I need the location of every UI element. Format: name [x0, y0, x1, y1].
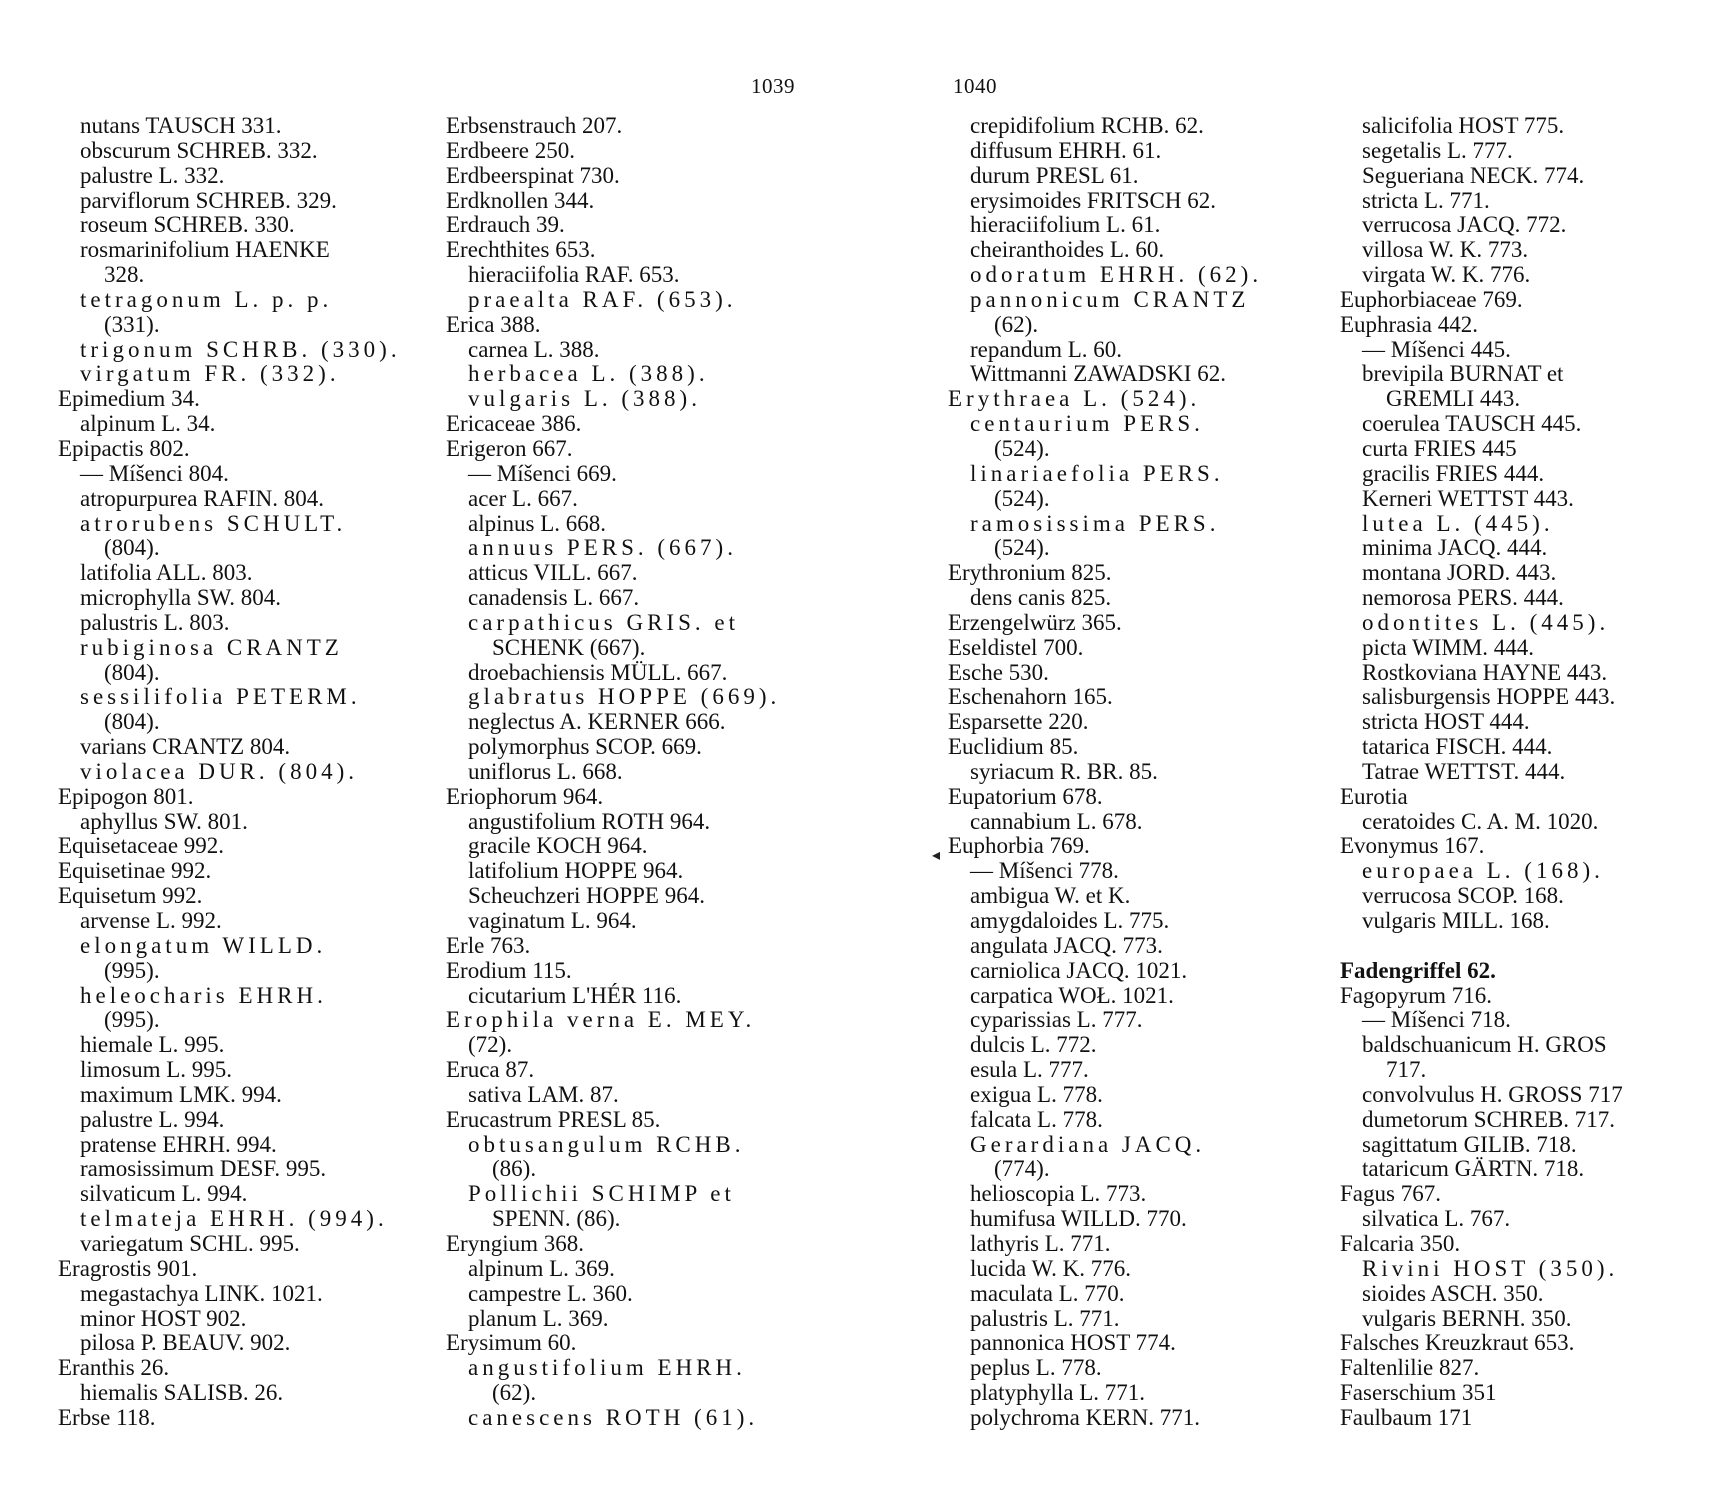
index-entry: dens canis 825.: [970, 585, 1112, 611]
index-entry: GREMLI 443.: [1386, 386, 1521, 412]
index-entry: SCHENK (667).: [492, 634, 646, 660]
index-entry: Erle 763.: [446, 932, 531, 958]
index-entry: Erigeron 667.: [446, 435, 573, 461]
index-entry: atticus VILL. 667.: [468, 560, 638, 586]
index-entry: Eragrostis 901.: [58, 1255, 198, 1281]
index-entry: aphyllus SW. 801.: [80, 808, 248, 834]
index-entry: hiemalis SALISB. 26.: [80, 1380, 284, 1406]
index-entry: dulcis L. 772.: [970, 1032, 1097, 1058]
index-entry: [1340, 934, 1623, 959]
index-entry: (72).: [468, 1032, 513, 1058]
index-entry: salisburgensis HOPPE 443.: [1362, 684, 1616, 710]
index-entry: Euphorbia 769.: [948, 833, 1090, 859]
index-entry: palustris L. 803.: [80, 609, 230, 635]
index-entry: (62).: [994, 311, 1039, 337]
index-entry: lathyris L. 771.: [970, 1230, 1111, 1256]
index-entry: vaginatum L. 964.: [468, 908, 637, 933]
index-entry: Euphorbiaceae 769.: [1340, 286, 1523, 312]
index-entry: heleocharis EHRH.: [80, 982, 327, 1008]
index-entry: Epipactis 802.: [58, 435, 190, 461]
index-entry: Esche 530.: [948, 659, 1049, 685]
index-entry: variegatum SCHL. 995.: [80, 1230, 300, 1256]
index-entry: alpinus L. 668.: [468, 510, 606, 536]
page-number-right: 1040: [953, 74, 997, 98]
index-entry: ceratoides C. A. M. 1020.: [1362, 808, 1599, 834]
index-entry: Pollichii SCHIMP et: [468, 1181, 735, 1207]
index-entry: palustris L. 771.: [970, 1305, 1120, 1331]
index-entry: planum L. 369.: [468, 1305, 609, 1331]
index-entry: (331).: [104, 311, 160, 337]
page-number-left: 1039: [751, 74, 795, 98]
index-entry: vulgaris L. (388).: [468, 386, 701, 412]
index-entry: segetalis L. 777.: [1362, 137, 1513, 163]
index-entry: carpatica WOŁ. 1021.: [970, 982, 1174, 1008]
index-entry: hieraciifolium L. 61.: [970, 212, 1161, 238]
index-entry: Erdrauch 39.: [446, 212, 565, 238]
index-entry: annuus PERS. (667).: [468, 535, 737, 561]
index-entry: Fagopyrum 716.: [1340, 982, 1493, 1008]
index-entry: Erythraea L. (524).: [948, 386, 1201, 412]
index-entry: 717.: [1386, 1057, 1427, 1083]
index-entry: megastachya LINK. 1021.: [80, 1280, 323, 1306]
index-entry: Eurotia: [1340, 783, 1408, 809]
index-entry: Fadengriffel 62.: [1340, 957, 1496, 983]
index-entry: acer L. 667.: [468, 485, 578, 511]
index-entry: Kerneri WETTST 443.: [1362, 485, 1574, 511]
index-entry: Esparsette 220.: [948, 709, 1089, 735]
index-entry: europaea L. (168).: [1362, 858, 1604, 884]
index-entry: minima JACQ. 444.: [1362, 535, 1548, 561]
index-entry: alpinum L. 34.: [80, 411, 216, 437]
index-entry: Eruca 87.: [446, 1057, 535, 1083]
index-entry: gracile KOCH 964.: [468, 833, 648, 859]
index-entry: cicutarium L'HÉR 116.: [468, 982, 682, 1008]
index-entry: SPENN. (86).: [492, 1206, 621, 1232]
index-entry: (804).: [104, 535, 160, 561]
index-entry: elongatum WILLD.: [80, 932, 327, 958]
index-entry: varians CRANTZ 804.: [80, 734, 291, 760]
index-entry: violacea DUR. (804).: [80, 758, 358, 784]
index-entry: erysimoides FRITSCH 62.: [970, 187, 1216, 213]
index-entry: carpathicus GRIS. et: [468, 609, 739, 635]
index-entry: Tatrae WETTST. 444.: [1362, 758, 1566, 784]
index-entry: (774).: [994, 1156, 1050, 1182]
index-entry: curta FRIES 445: [1362, 435, 1517, 461]
index-entry: pilosa P. BEAUV. 902.: [80, 1330, 291, 1356]
index-entry: lutea L. (445).: [1362, 510, 1554, 536]
index-entry: 328.: [104, 262, 145, 288]
index-entry: angulata JACQ. 773.: [970, 932, 1163, 958]
index-entry: Gerardiana JACQ.: [970, 1131, 1206, 1157]
index-entry: polymorphus SCOP. 669.: [468, 734, 702, 760]
index-entry: picta WIMM. 444.: [1362, 634, 1535, 660]
index-entry: Erodium 115.: [446, 957, 572, 983]
index-entry: platyphylla L. 771.: [970, 1380, 1146, 1406]
index-entry: (995).: [104, 1007, 160, 1033]
index-entry: Equisetinae 992.: [58, 858, 212, 884]
index-entry: Erucastrum PRESL 85.: [446, 1106, 661, 1132]
index-entry: Equisetaceae 992.: [58, 833, 225, 859]
index-entry: amygdaloides L. 775.: [970, 908, 1170, 933]
index-entry: hiemale L. 995.: [80, 1032, 225, 1058]
index-entry: carniolica JACQ. 1021.: [970, 957, 1188, 983]
index-entry: pratense EHRH. 994.: [80, 1131, 277, 1157]
index-entry: hieraciifolia RAF. 653.: [468, 262, 680, 288]
index-entry: Euclidium 85.: [948, 734, 1079, 760]
index-entry: crepidifolium RCHB. 62.: [970, 113, 1204, 138]
index-entry: (524).: [994, 535, 1050, 561]
index-entry: Erica 388.: [446, 311, 541, 337]
index-entry: Faltenlilie 827.: [1340, 1355, 1480, 1381]
index-entry: angustifolium EHRH.: [468, 1355, 746, 1381]
index-entry: — Míšenci 445.: [1362, 336, 1511, 362]
index-entry: maximum LMK. 994.: [80, 1081, 282, 1107]
index-entry: glabratus HOPPE (669).: [468, 684, 781, 710]
index-entry: angustifolium ROTH 964.: [468, 808, 711, 834]
index-entry: Falsches Kreuzkraut 653.: [1340, 1330, 1575, 1356]
index-entry: falcata L. 778.: [970, 1106, 1103, 1132]
index-entry: trigonum SCHRB. (330).: [80, 336, 401, 362]
index-entry: Faserschium 351: [1340, 1380, 1497, 1406]
index-entry: montana JORD. 443.: [1362, 560, 1557, 586]
index-entry: rosmarinifolium HAENKE: [80, 237, 330, 263]
index-entry: campestre L. 360.: [468, 1280, 633, 1306]
index-entry: latifolium HOPPE 964.: [468, 858, 684, 884]
index-entry: cheiranthoides L. 60.: [970, 237, 1165, 263]
index-entry: Eschenahorn 165.: [948, 684, 1113, 710]
index-entry: Evonymus 167.: [1340, 833, 1485, 859]
index-entry: virgata W. K. 776.: [1362, 262, 1531, 288]
index-entry: nutans TAUSCH 331.: [80, 113, 282, 138]
index-column-4: [1340, 114, 1623, 1431]
index-entry: Erdbeerspinat 730.: [446, 162, 620, 188]
index-entry: baldschuanicum H. GROS: [1362, 1032, 1607, 1058]
index-entry: alpinum L. 369.: [468, 1255, 615, 1281]
index-entry: Epimedium 34.: [58, 386, 200, 412]
index-entry: (524).: [994, 485, 1050, 511]
index-entry: silvaticum L. 994.: [80, 1181, 248, 1207]
index-entry: repandum L. 60.: [970, 336, 1123, 362]
index-entry: Eryngium 368.: [446, 1230, 584, 1256]
index-entry: humifusa WILLD. 770.: [970, 1206, 1187, 1232]
index-entry: Erdknollen 344.: [446, 187, 595, 213]
index-entry: centaurium PERS.: [970, 411, 1204, 437]
index-entry: (804).: [104, 659, 160, 685]
index-entry: Segueriana NECK. 774.: [1362, 162, 1585, 188]
index-entry: exigua L. 778.: [970, 1081, 1103, 1107]
index-entry: arvense L. 992.: [80, 908, 222, 933]
index-entry: canadensis L. 667.: [468, 585, 640, 611]
index-entry: Fagus 767.: [1340, 1181, 1441, 1207]
index-entry: — Míšenci 778.: [970, 858, 1119, 884]
index-entry: coerulea TAUSCH 445.: [1362, 411, 1582, 437]
index-entry: Wittmanni ZAWADSKI 62.: [970, 361, 1226, 387]
index-entry: palustre L. 994.: [80, 1106, 225, 1132]
index-entry: villosa W. K. 773.: [1362, 237, 1529, 263]
index-entry: Eupatorium 678.: [948, 783, 1103, 809]
index-entry: gracilis FRIES 444.: [1362, 460, 1545, 486]
index-entry: Erechthites 653.: [446, 237, 596, 263]
index-entry: roseum SCHREB. 330.: [80, 212, 295, 238]
index-entry: cannabium L. 678.: [970, 808, 1143, 834]
index-entry: stricta L. 771.: [1362, 187, 1490, 213]
index-entry: vulgaris MILL. 168.: [1362, 908, 1550, 933]
index-entry: neglectus A. KERNER 666.: [468, 709, 726, 735]
index-entry: Erzengelwürz 365.: [948, 609, 1122, 635]
index-column-3: [948, 114, 1262, 1431]
index-column-1: [58, 114, 401, 1431]
index-entry: Scheuchzeri HOPPE 964.: [468, 883, 705, 909]
index-entry: dumetorum SCHREB. 717.: [1362, 1106, 1616, 1132]
index-entry: pannonica HOST 774.: [970, 1330, 1176, 1356]
index-entry: Eriophorum 964.: [446, 783, 604, 809]
index-entry: obscurum SCHREB. 332.: [80, 137, 318, 163]
index-entry: odontites L. (445).: [1362, 609, 1610, 635]
index-entry: virgatum FR. (332).: [80, 361, 340, 387]
index-entry: Eseldistel 700.: [948, 634, 1084, 660]
index-entry: sagittatum GILIB. 718.: [1362, 1131, 1577, 1157]
index-entry: tataricum GÄRTN. 718.: [1362, 1156, 1585, 1182]
index-entry: droebachiensis MÜLL. 667.: [468, 659, 728, 685]
index-entry: Rivini HOST (350).: [1362, 1255, 1619, 1281]
index-entry: ramosissima PERS.: [970, 510, 1220, 536]
index-entry: — Míšenci 669.: [468, 460, 617, 486]
index-entry: Erdbeere 250.: [446, 137, 575, 163]
index-entry: convolvulus H. GROSS 717: [1362, 1081, 1623, 1107]
index-entry: nemorosa PERS. 444.: [1362, 585, 1564, 611]
index-entry: (62).: [492, 1380, 537, 1406]
index-entry: (524).: [994, 435, 1050, 461]
index-entry: palustre L. 332.: [80, 162, 225, 188]
index-entry: minor HOST 902.: [80, 1305, 247, 1331]
index-entry: vulgaris BERNH. 350.: [1362, 1305, 1572, 1331]
index-entry: tetragonum L. p. p.: [80, 286, 333, 312]
index-entry: stricta HOST 444.: [1362, 709, 1530, 735]
index-entry: obtusangulum RCHB.: [468, 1131, 745, 1157]
index-entry: brevipila BURNAT et: [1362, 361, 1564, 387]
index-entry: (86).: [492, 1156, 537, 1182]
index-entry: sativa LAM. 87.: [468, 1081, 619, 1107]
index-entry: carnea L. 388.: [468, 336, 600, 362]
index-entry: Erysimum 60.: [446, 1330, 577, 1356]
index-entry: cyparissias L. 777.: [970, 1007, 1143, 1033]
index-entry: (804).: [104, 709, 160, 735]
index-entry: uniflorus L. 668.: [468, 758, 623, 784]
index-entry: verrucosa SCOP. 168.: [1362, 883, 1564, 909]
index-entry: telmateja EHRH. (994).: [80, 1206, 388, 1232]
index-entry: canescens ROTH (61).: [468, 1404, 759, 1430]
index-entry: praealta RAF. (653).: [468, 286, 737, 312]
index-entry: diffusum EHRH. 61.: [970, 137, 1162, 163]
index-entry: Euphrasia 442.: [1340, 311, 1478, 337]
margin-arrow-icon: ◂: [932, 847, 941, 864]
index-entry: Faulbaum 171: [1340, 1404, 1473, 1430]
index-entry: (995).: [104, 957, 160, 983]
index-entry: Ericaceae 386.: [446, 411, 582, 437]
index-entry: Erophila verna E. MEY.: [446, 1007, 756, 1033]
index-entry: ramosissimum DESF. 995.: [80, 1156, 327, 1182]
index-entry: parviflorum SCHREB. 329.: [80, 187, 337, 213]
index-entry: atrorubens SCHULT.: [80, 510, 347, 536]
index-entry: Erbse 118.: [58, 1404, 156, 1430]
index-entry: Rostkoviana HAYNE 443.: [1362, 659, 1608, 685]
index-entry: syriacum R. BR. 85.: [970, 758, 1158, 784]
index-entry: Epipogon 801.: [58, 783, 194, 809]
index-entry: ambigua W. et K.: [970, 883, 1131, 909]
index-entry: peplus L. 778.: [970, 1355, 1102, 1381]
index-entry: herbacea L. (388).: [468, 361, 709, 387]
index-entry: Eranthis 26.: [58, 1355, 170, 1381]
index-entry: Falcaria 350.: [1340, 1230, 1461, 1256]
index-entry: tatarica FISCH. 444.: [1362, 734, 1553, 760]
index-entry: Erbsenstrauch 207.: [446, 113, 623, 138]
index-entry: esula L. 777.: [970, 1057, 1089, 1083]
index-entry: microphylla SW. 804.: [80, 585, 282, 611]
index-entry: pannonicum CRANTZ: [970, 286, 1250, 312]
index-entry: salicifolia HOST 775.: [1362, 113, 1565, 138]
index-entry: helioscopia L. 773.: [970, 1181, 1147, 1207]
index-entry: latifolia ALL. 803.: [80, 560, 253, 586]
index-entry: — Míšenci 718.: [1362, 1007, 1511, 1033]
index-entry: odoratum EHRH. (62).: [970, 262, 1263, 288]
index-entry: silvatica L. 767.: [1362, 1206, 1511, 1232]
index-entry: verrucosa JACQ. 772.: [1362, 212, 1567, 238]
index-entry: lucida W. K. 776.: [970, 1255, 1131, 1281]
index-entry: linariaefolia PERS.: [970, 460, 1224, 486]
index-entry: limosum L. 995.: [80, 1057, 233, 1083]
index-entry: sioides ASCH. 350.: [1362, 1280, 1544, 1306]
index-entry: atropurpurea RAFIN. 804.: [80, 485, 325, 511]
index-column-2: [446, 114, 780, 1431]
index-entry: sessilifolia PETERM.: [80, 684, 361, 710]
index-entry: maculata L. 770.: [970, 1280, 1125, 1306]
index-entry: Erythronium 825.: [948, 560, 1112, 586]
index-entry: Equisetum 992.: [58, 883, 203, 909]
index-entry: polychroma KERN. 771.: [970, 1404, 1200, 1430]
index-entry: — Míšenci 804.: [80, 460, 229, 486]
index-entry: durum PRESL 61.: [970, 162, 1139, 188]
index-entry: rubiginosa CRANTZ: [80, 634, 343, 660]
